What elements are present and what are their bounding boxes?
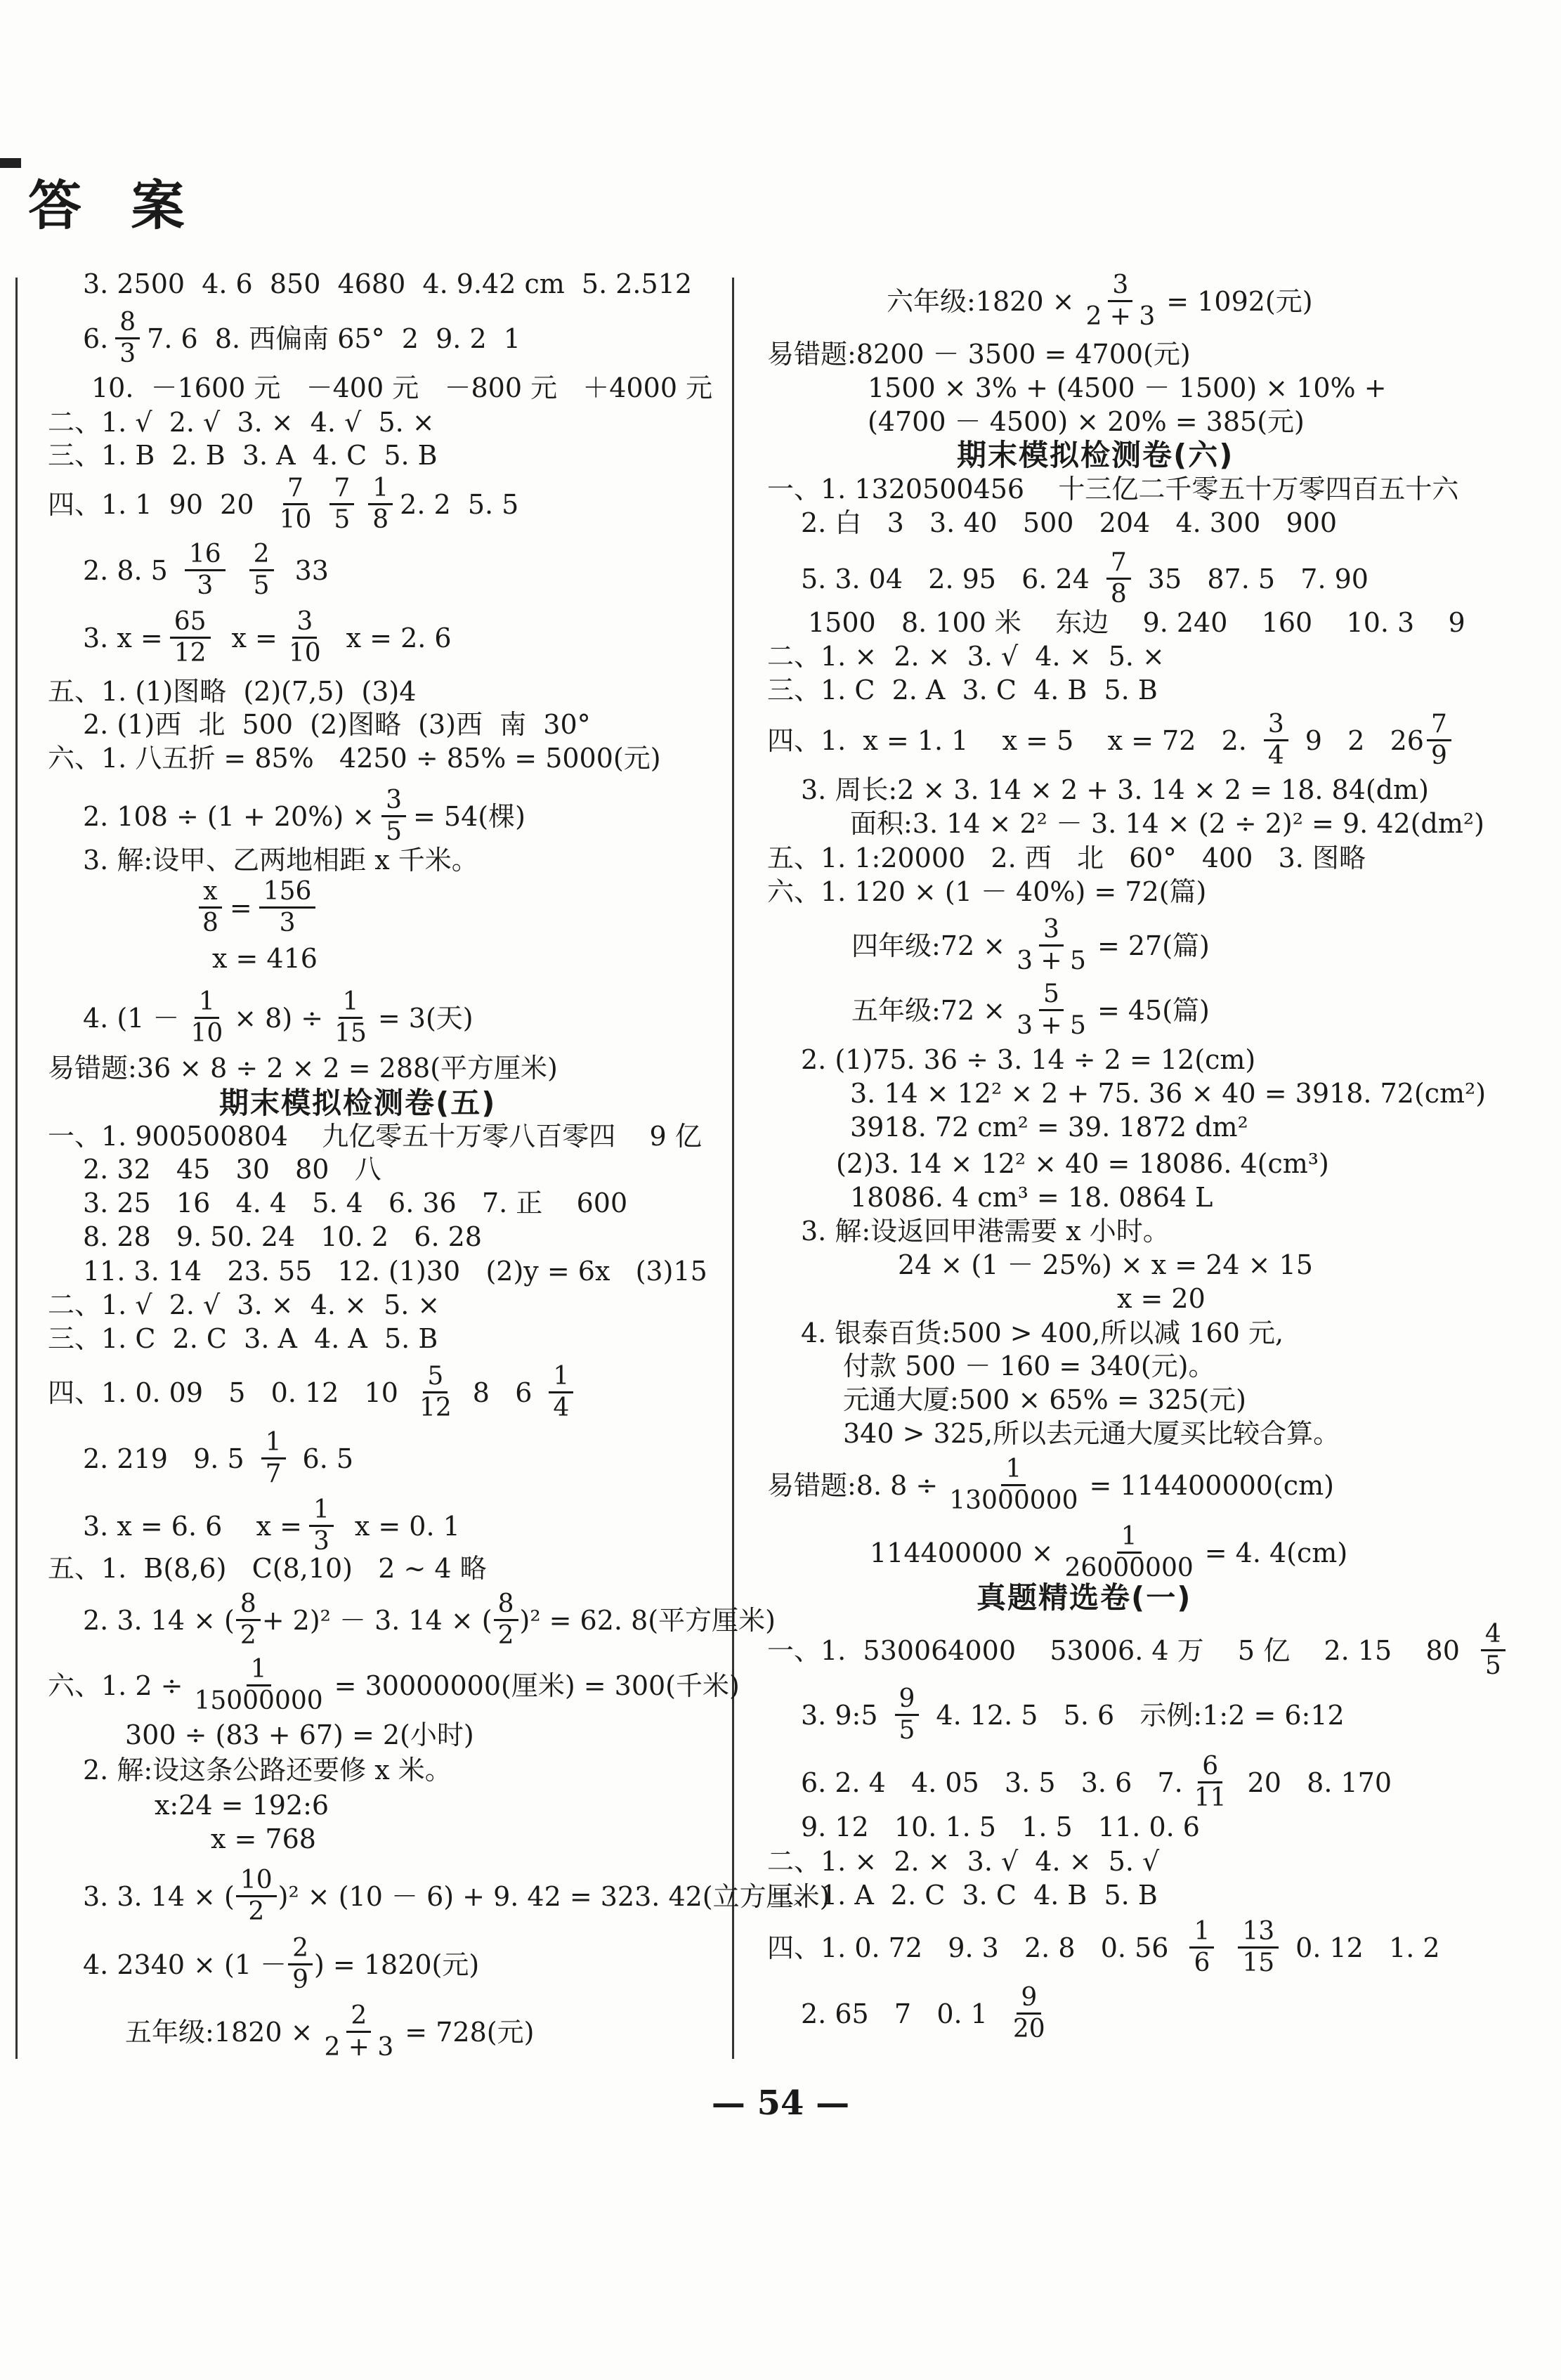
- answer-line: 一、1. 900500804 九亿零五十万零八百零四 9 亿: [48, 1121, 702, 1152]
- answer-line: 2. 8. 5 16 3 2 5 33: [83, 540, 329, 600]
- answer-line: 五、1. (1)图略 (2)(7,5) (3)4: [48, 676, 417, 707]
- fraction: 2 9: [288, 1934, 313, 1995]
- page-number: — 54 —: [711, 2083, 850, 2123]
- answer-line: 3. 14 × 12² × 2 + 75. 36 × 40 = 3918. 72(cm²): [850, 1078, 1487, 1109]
- fraction: 7 5: [329, 474, 354, 535]
- answer-line: 易错题:8. 8 ÷ $\frac{1}{13000000}$ = 114400000(cm): [767, 1455, 1334, 1515]
- answer-line: 一、1. 530064000 53006. 4 万 5 亿 2. 15 80 4 5: [767, 1620, 1513, 1681]
- answer-line: 二、1. × 2. × 3. √ 4. × 5. ×: [767, 641, 1165, 672]
- fraction: 4 5: [1481, 1620, 1506, 1681]
- answer-line: 1500 × 3% + (4500 － 1500) × 10% +: [868, 372, 1387, 403]
- answer-line: 3. 2500 4. 6 850 4680 4. 9.42 cm 5. 2.512: [83, 268, 693, 299]
- answer-line: 2. 65 7 0. 1 9 20: [801, 1983, 1057, 2044]
- answer-line: 六、1. 2 ÷ $\frac{1}{15000000}$ = 30000000(厘米) = 300(千米): [48, 1655, 740, 1715]
- answer-line: 4. 银泰百货:500 > 400,所以减 160 元,: [801, 1318, 1284, 1348]
- fraction: 1 8: [368, 474, 393, 535]
- fraction: $\frac{1}{10}$: [190, 987, 223, 1048]
- answer-line: 六、1. 八五折 = 85% 4250 ÷ 85% = 5000(元): [48, 743, 661, 774]
- fraction: $\frac{1}{15}$: [334, 987, 367, 1048]
- fraction: 5 12: [419, 1362, 452, 1422]
- answer-line: (4700 － 4500) × 20% = 385(元): [868, 406, 1305, 437]
- answer-line: 二、1. √ 2. √ 3. × 4. × 5. ×: [48, 1289, 440, 1320]
- answer-line: 2. 108 ÷ (1 + 20%) × $\frac{3}{5}$ = 54(棵): [83, 786, 525, 846]
- section-heading: 期末模拟检测卷(五): [219, 1086, 497, 1120]
- answer-line: 340 > 325,所以去元通大厦买比较合算。: [843, 1418, 1340, 1449]
- left-column-rule: [15, 278, 18, 2059]
- answer-line: x = 768: [211, 1823, 316, 1854]
- answer-line: x = 20: [1117, 1283, 1206, 1314]
- answer-line: 2. 3. 14 × ( 8 2 + 2)² － 3. 14 × ( 8 2 )² = 62. 8(平方厘米): [83, 1589, 776, 1650]
- fraction: 2 5: [249, 540, 274, 601]
- fraction: $\frac{2}{2 + 3}$: [324, 2001, 394, 2062]
- fraction: 1 6: [1189, 1917, 1214, 1978]
- answer-line: 五年级:72 × $\frac{5}{3 + 5}$ = 45(篇): [851, 980, 1210, 1040]
- answer-line: 五、1. 1:20000 2. 西 北 60° 400 3. 图略: [767, 843, 1366, 873]
- answer-line: 3. 25 16 4. 4 5. 4 6. 36 7. 正 600: [83, 1188, 628, 1218]
- fraction: $\frac{1}{26000000}$: [1064, 1522, 1194, 1582]
- answer-line: 3918. 72 cm² = 39. 1872 dm²: [850, 1112, 1248, 1143]
- answer-line: 3. 解:设甲、乙两地相距 x 千米。: [83, 845, 478, 876]
- fraction: 1 7: [261, 1428, 286, 1489]
- answer-line: x = 416: [212, 943, 318, 974]
- answer-line: 面积:3. 14 × 2² － 3. 14 × (2 ÷ 2)² = 9. 42(dm²): [850, 808, 1484, 839]
- answer-line: 3. 解:设返回甲港需要 x 小时。: [801, 1216, 1170, 1247]
- answer-line: 11. 3. 14 23. 55 12. (1)30 (2)y = 6x (3)15: [83, 1256, 707, 1287]
- fraction: 7 8: [1106, 548, 1131, 609]
- fraction: $\frac{3}{5}$: [381, 786, 406, 847]
- fraction: 3 4: [1264, 710, 1288, 771]
- fraction: 13 15: [1238, 1917, 1279, 1978]
- answer-line: 1500 8. 100 米 东边 9. 240 160 10. 3 9: [808, 607, 1465, 638]
- fraction: 8 2: [494, 1589, 518, 1651]
- answer-line: 三、1. C 2. A 3. C 4. B 5. B: [767, 675, 1158, 705]
- answer-line: 3. 9:5 9 5 4. 12. 5 5. 6 示例:1:2 = 6:12: [801, 1684, 1345, 1745]
- fraction: 7 10: [279, 474, 312, 534]
- fraction: $\frac{3}{3 + 5}$: [1017, 915, 1086, 975]
- fraction: 9 20: [1012, 1983, 1045, 2043]
- answer-line: 三、1. B 2. B 3. A 4. C 5. B: [48, 440, 438, 471]
- fraction: 7 9: [1427, 710, 1451, 771]
- answer-line: 付款 500 － 160 = 340(元)。: [843, 1351, 1215, 1381]
- fraction: $\frac{x}{8}$: [198, 877, 223, 938]
- answer-line: 五年级:1820 × $\frac{2}{2 + 3}$ = 728(元): [125, 2001, 535, 2062]
- answer-line: 一、1. 1320500456 十三亿二千零五十万零四百五十六: [767, 474, 1459, 505]
- fraction: $\frac{65}{12}$: [170, 607, 211, 668]
- answer-line: 2. 解:设这条公路还要修 x 米。: [83, 1755, 452, 1786]
- column-divider: [732, 278, 734, 2059]
- fraction: 10 2: [236, 1866, 277, 1927]
- answer-line: 3. x = $\frac{65}{12}$ x = $\frac{3}{10}$ x = 2. 6: [83, 607, 452, 668]
- answer-line: 四、1. 1 90 20 7 10 7 5 1 8 2. 2 5. 5: [48, 474, 519, 534]
- answer-line: 3. x = 6. 6 x = $\frac{1}{3}$ x = 0. 1: [83, 1495, 460, 1556]
- fraction: 8 2: [236, 1589, 261, 1651]
- answer-line: 四、1. 0. 09 5 0. 12 10 5 12 8 6 1 4: [48, 1362, 580, 1423]
- fraction: $\frac{3}{2 + 3}$: [1085, 271, 1156, 331]
- fraction: $\frac{1}{3}$: [309, 1495, 334, 1556]
- answer-line: 四、1. x = 1. 1 x = 5 x = 72 2. 3 4 9 2 26 7 9: [767, 710, 1458, 771]
- answer-line: 2. (1)75. 36 ÷ 3. 14 ÷ 2 = 12(cm): [801, 1044, 1256, 1075]
- answer-line: 24 × (1 － 25%) × x = 24 × 15: [898, 1249, 1313, 1280]
- fraction: $\frac{1}{15000000}$: [194, 1655, 323, 1715]
- answer-line: 114400000 × $\frac{1}{26000000}$ = 4. 4(cm): [870, 1522, 1348, 1582]
- section-heading: 期末模拟检测卷(六): [957, 438, 1234, 472]
- answer-line: 六年级:1820 × $\frac{3}{2 + 3}$ = 1092(元): [887, 271, 1313, 331]
- answer-line: 6. 2. 4 4. 05 3. 5 3. 6 7. 6 11 20 8. 170: [801, 1752, 1392, 1812]
- answer-line: 6. 8 3 7. 6 8. 西偏南 65° 2 9. 2 1: [83, 308, 521, 368]
- fraction: 1 4: [549, 1362, 573, 1423]
- page-title: 答 案: [28, 174, 200, 237]
- answer-line: (2)3. 14 × 12² × 40 = 18086. 4(cm³): [836, 1148, 1329, 1179]
- answer-line: 3. 3. 14 × ( 10 2 )² × (10 － 6) + 9. 42 = 323. 42(立方厘米): [83, 1866, 830, 1926]
- answer-line: 易错题:36 × 8 ÷ 2 × 2 = 288(平方厘米): [48, 1053, 558, 1084]
- title-bar-decoration: [0, 158, 21, 168]
- fraction: 6 11: [1194, 1752, 1227, 1812]
- answer-line: 300 ÷ (83 + 67) = 2(小时): [125, 1719, 474, 1750]
- answer-line: 元通大厦:500 × 65% = 325(元): [843, 1384, 1246, 1415]
- fraction: $\frac{1}{13000000}$: [949, 1455, 1078, 1515]
- answer-line: 四、1. 0. 72 9. 3 2. 8 0. 56 1 6 13 15 0. 12 1. 2: [767, 1917, 1440, 1977]
- answer-line: 易错题:8200 － 3500 = 4700(元): [767, 339, 1191, 370]
- fraction: $\frac{3}{10}$: [288, 607, 321, 668]
- answer-line: 二、1. × 2. × 3. √ 4. × 5. √: [767, 1846, 1160, 1877]
- answer-line: x:24 = 192:6: [155, 1790, 329, 1821]
- section-heading: 真题精选卷(一): [977, 1580, 1192, 1615]
- answer-line: 五、1. B(8,6) C(8,10) 2 ~ 4 略: [48, 1553, 487, 1584]
- answer-line: 2. 白 3 3. 40 500 204 4. 300 900: [801, 507, 1338, 538]
- fraction: 16 3: [185, 540, 226, 601]
- answer-line: 3. 周长:2 × 3. 14 × 2 + 3. 14 × 2 = 18. 84(dm): [801, 774, 1429, 805]
- answer-line: 5. 3. 04 2. 95 6. 24 7 8 35 87. 5 7. 90: [801, 548, 1369, 609]
- answer-line: 三、1. A 2. C 3. C 4. B 5. B: [767, 1880, 1158, 1911]
- answer-line: 18086. 4 cm³ = 18. 0864 L: [850, 1182, 1213, 1213]
- answer-line: 四年级:72 × $\frac{3}{3 + 5}$ = 27(篇): [851, 915, 1210, 975]
- answer-line: 2. 32 45 30 80 八: [83, 1154, 381, 1185]
- answer-line: 三、1. C 2. C 3. A 4. A 5. B: [48, 1323, 438, 1354]
- answer-line: 10. －1600 元 －400 元 －800 元 ＋4000 元: [91, 372, 713, 403]
- answer-line: 8. 28 9. 50. 24 10. 2 6. 28: [83, 1221, 482, 1252]
- fraction: 9 5: [895, 1684, 920, 1745]
- answer-line: 4. 2340 × (1 － 2 9 ) = 1820(元): [83, 1934, 480, 1994]
- answer-line: 4. (1 － $\frac{1}{10}$ × 8) ÷ $\frac{1}{15}$ = 3(天): [83, 987, 473, 1048]
- answer-line: 2. (1)西 北 500 (2)图略 (3)西 南 30°: [83, 709, 591, 740]
- answer-line: 二、1. √ 2. √ 3. × 4. √ 5. ×: [48, 407, 435, 438]
- fraction: $\frac{156}{3}$: [259, 877, 316, 938]
- fraction: 8 3: [115, 308, 140, 369]
- fraction: $\frac{5}{3 + 5}$: [1017, 980, 1086, 1040]
- answer-line: 2. 219 9. 5 1 7 6. 5: [83, 1428, 354, 1488]
- answer-line: 六、1. 120 × (1 － 40%) = 72(篇): [767, 876, 1207, 907]
- answer-line: 9. 12 10. 1. 5 1. 5 11. 0. 6: [801, 1812, 1200, 1842]
- answer-line: $\frac{x}{8}$ = $\frac{156}{3}$: [191, 877, 322, 938]
